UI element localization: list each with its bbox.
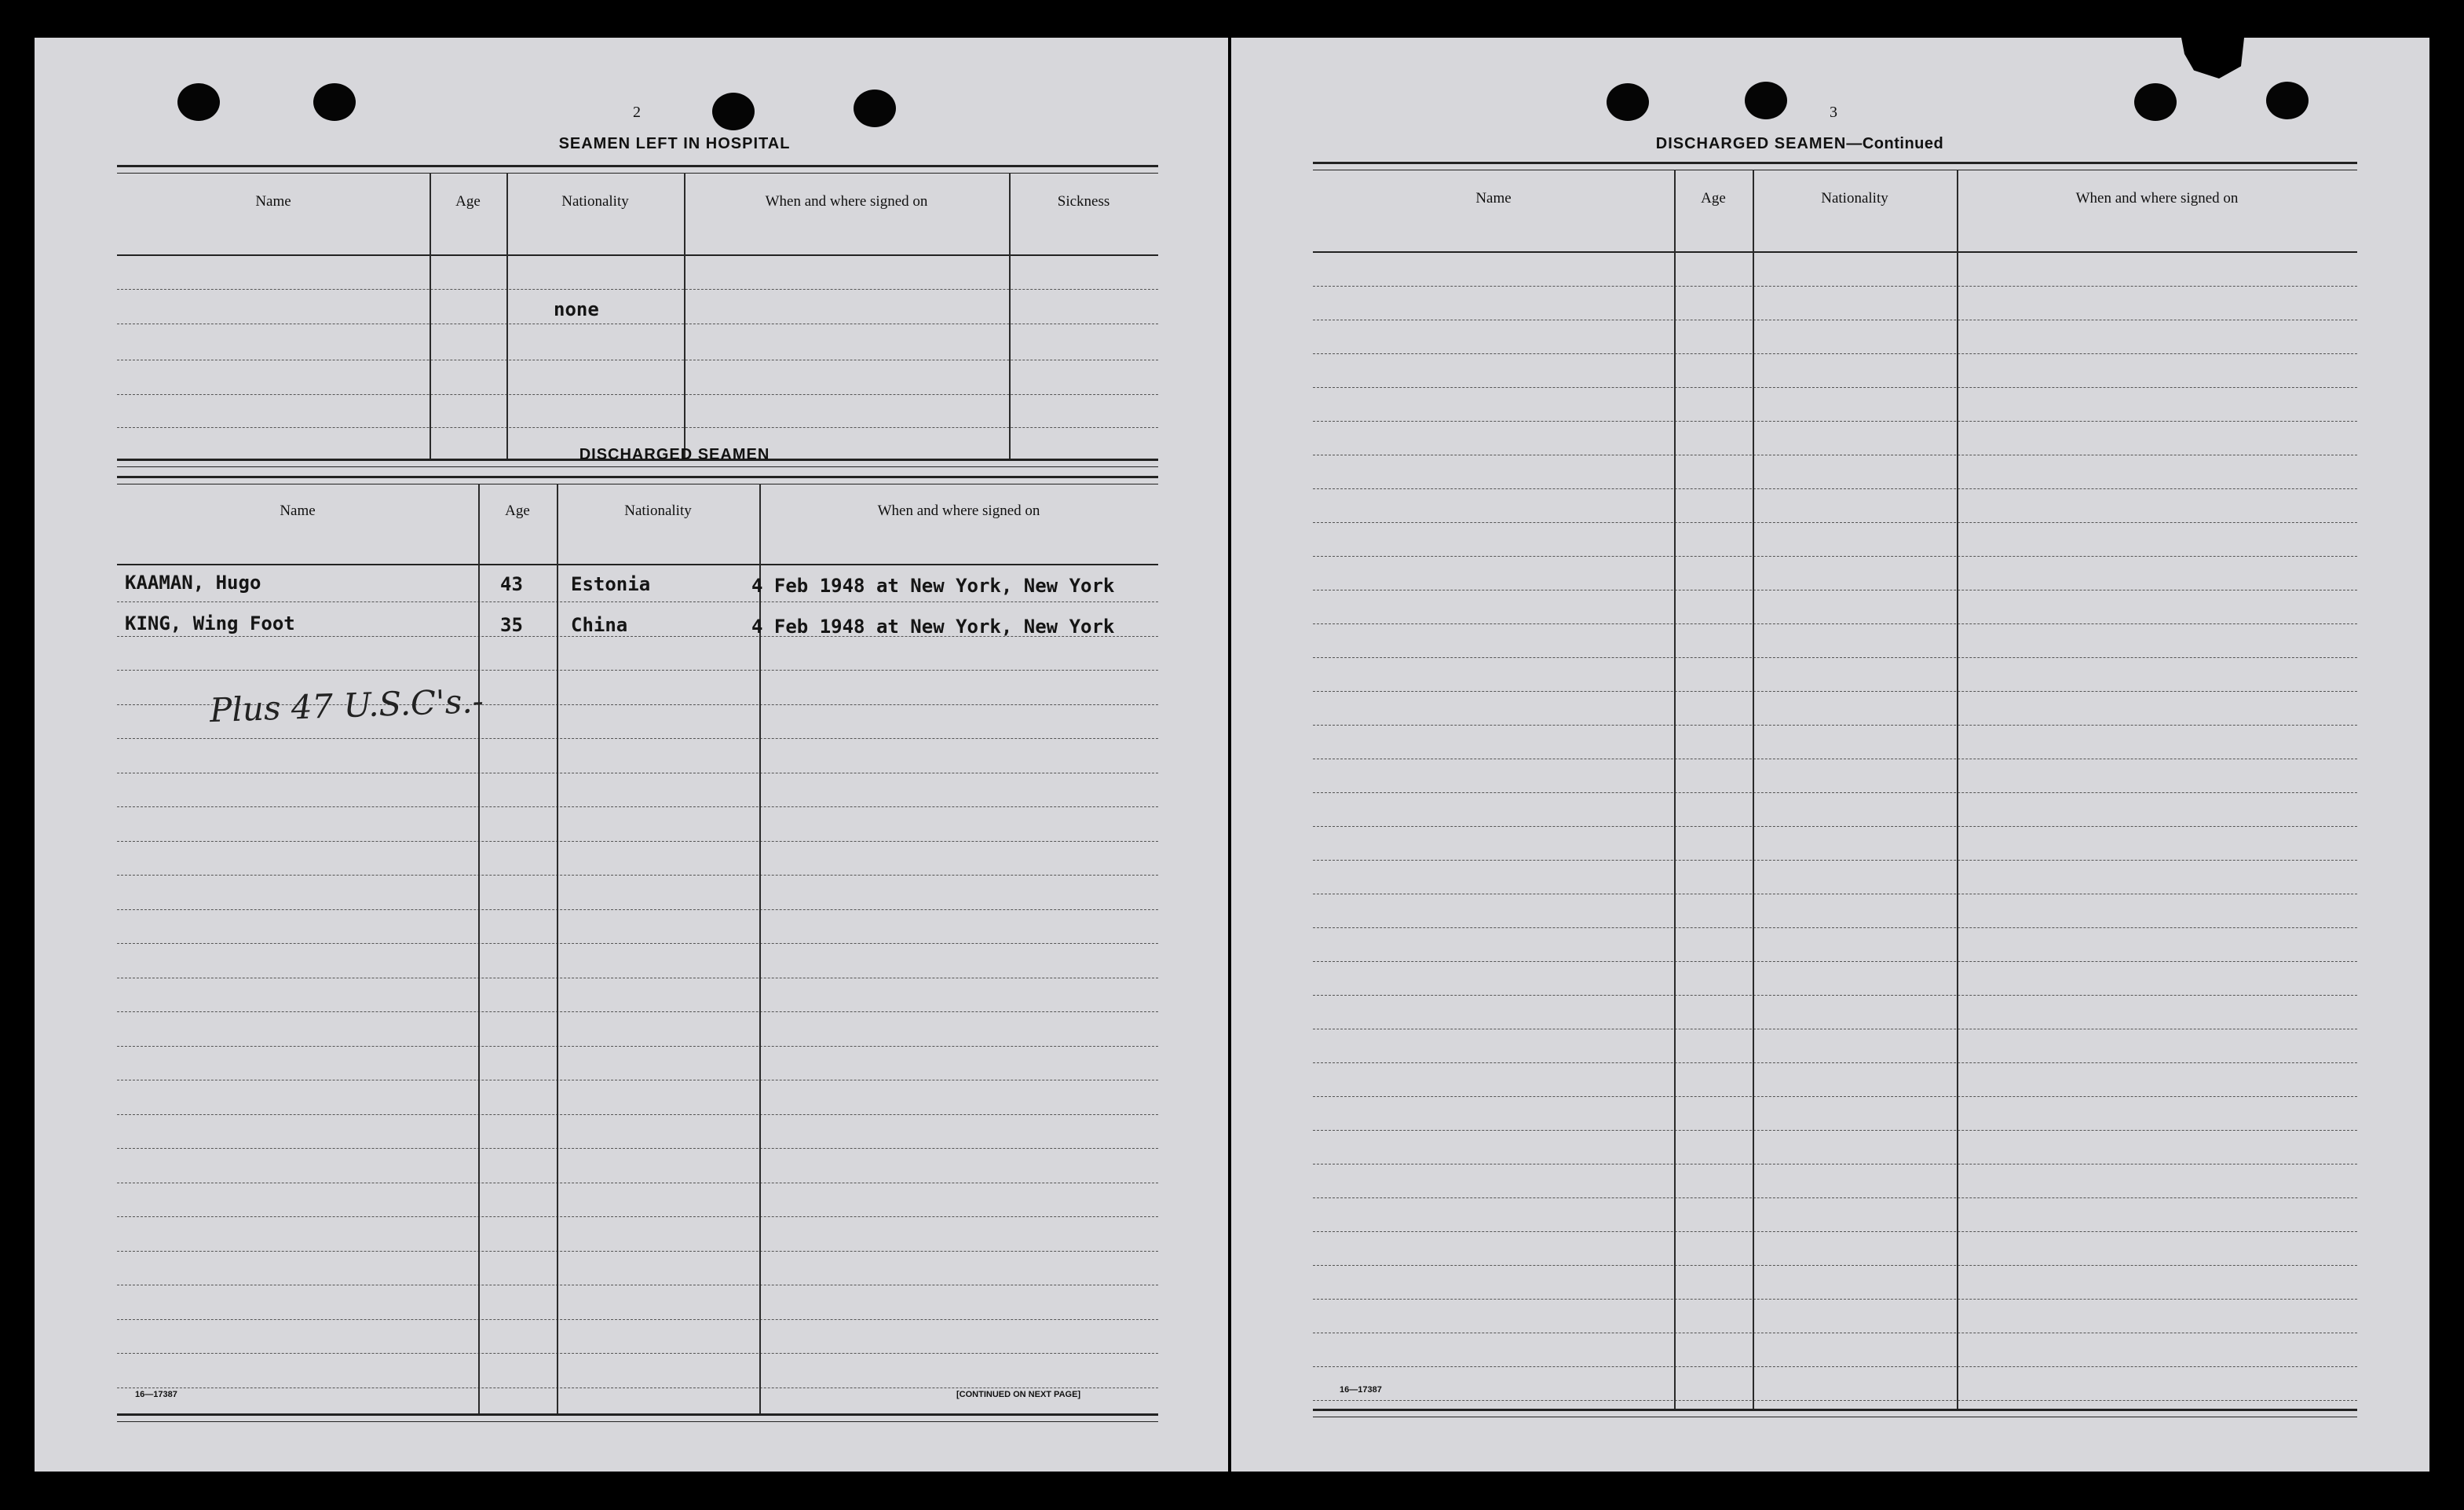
ruled-line (1313, 286, 2357, 287)
col-header-age: Age (455, 193, 481, 210)
ruled-line (1313, 1197, 2357, 1198)
row-2-age: 35 (500, 614, 523, 636)
col-header-nationality: Nationality (561, 193, 629, 210)
col-header-nationality: Nationality (1821, 190, 1888, 207)
col-header-nationality: Nationality (624, 503, 692, 519)
ruled-line (1313, 1231, 2357, 1232)
row-1-name: KAAMAN, Hugo (125, 572, 261, 594)
page-number: 3 (1830, 104, 1837, 121)
col-header-name: Name (1475, 190, 1512, 207)
ruled-line (117, 1011, 1158, 1012)
discharged-table (117, 476, 1158, 1421)
hospital-entry: none (554, 298, 599, 320)
ruled-line (1313, 927, 2357, 928)
ruled-line (1313, 623, 2357, 624)
col-header-name: Name (280, 503, 316, 519)
ruled-line (1313, 1299, 2357, 1300)
punch-hole (177, 83, 220, 121)
row-2-nationality: China (571, 614, 628, 636)
page-number: 2 (633, 104, 641, 121)
ruled-line (1313, 792, 2357, 793)
discharged-section-title: DISCHARGED SEAMEN (579, 446, 770, 463)
ruled-line (117, 1353, 1158, 1354)
col-header-signed-on: When and where signed on (765, 193, 928, 210)
ruled-line (117, 1148, 1158, 1149)
ruled-line (117, 1251, 1158, 1252)
ruled-line (117, 1216, 1158, 1217)
ruled-line (117, 806, 1158, 807)
punch-hole (2266, 82, 2309, 119)
row-1-age: 43 (500, 573, 523, 595)
ruled-line (117, 943, 1158, 944)
ruled-line (117, 1046, 1158, 1047)
ruled-line (1313, 995, 2357, 996)
form-number: 16—17387 (135, 1390, 177, 1399)
row-1-nationality: Estonia (571, 573, 651, 595)
row-1-signed-on: 4 Feb 1948 at New York, New York (751, 575, 1115, 597)
ruled-line (1313, 1400, 2357, 1401)
ruled-line (117, 1319, 1158, 1320)
ruled-line (117, 909, 1158, 910)
col-header-age: Age (1701, 190, 1726, 207)
torn-corner (2181, 38, 2244, 79)
discharged-continued-table (1313, 162, 2357, 1417)
punch-hole (1745, 82, 1787, 119)
left-page (35, 38, 1228, 1472)
ruled-line (117, 601, 1158, 602)
punch-hole (1607, 83, 1649, 121)
punch-hole (712, 93, 755, 130)
punch-hole (854, 90, 896, 127)
col-header-age: Age (505, 503, 530, 519)
ruled-line (117, 1114, 1158, 1115)
discharged-continued-title: DISCHARGED SEAMEN—Continued (1655, 135, 1944, 152)
ruled-line (1313, 1265, 2357, 1266)
col-header-sickness: Sickness (1057, 193, 1110, 210)
ruled-line (1313, 725, 2357, 726)
col-header-signed-on: When and where signed on (2075, 190, 2239, 207)
ruled-line (117, 670, 1158, 671)
form-number: 16—17387 (1340, 1385, 1382, 1395)
handwritten-note: Plus 47 U.S.C's.- (209, 681, 484, 730)
ruled-line (1313, 387, 2357, 388)
col-header-name: Name (255, 193, 291, 210)
continued-note: [CONTINUED ON NEXT PAGE] (956, 1390, 1081, 1399)
ruled-line (1313, 1130, 2357, 1131)
ruled-line (1313, 421, 2357, 422)
ruled-line (1313, 1366, 2357, 1367)
punch-hole (313, 83, 356, 121)
ruled-line (1313, 691, 2357, 692)
ruled-line (117, 738, 1158, 739)
ruled-line (117, 841, 1158, 842)
ruled-line (1313, 826, 2357, 827)
hospital-table (117, 165, 1158, 466)
row-2-signed-on: 4 Feb 1948 at New York, New York (751, 616, 1115, 638)
col-header-signed-on: When and where signed on (877, 503, 1040, 519)
punch-hole (2134, 83, 2177, 121)
ruled-line (1313, 522, 2357, 523)
ruled-line (1313, 860, 2357, 861)
right-page (1231, 38, 2429, 1472)
ruled-line (1313, 353, 2357, 354)
ruled-line (117, 875, 1158, 876)
ruled-line (1313, 556, 2357, 557)
row-2-name: KING, Wing Foot (125, 612, 295, 634)
hospital-section-title: SEAMEN LEFT IN HOSPITAL (558, 135, 791, 152)
ruled-line (1313, 961, 2357, 962)
ruled-line (1313, 657, 2357, 658)
ruled-line (1313, 488, 2357, 489)
ruled-line (1313, 1096, 2357, 1097)
ruled-line (1313, 1062, 2357, 1063)
